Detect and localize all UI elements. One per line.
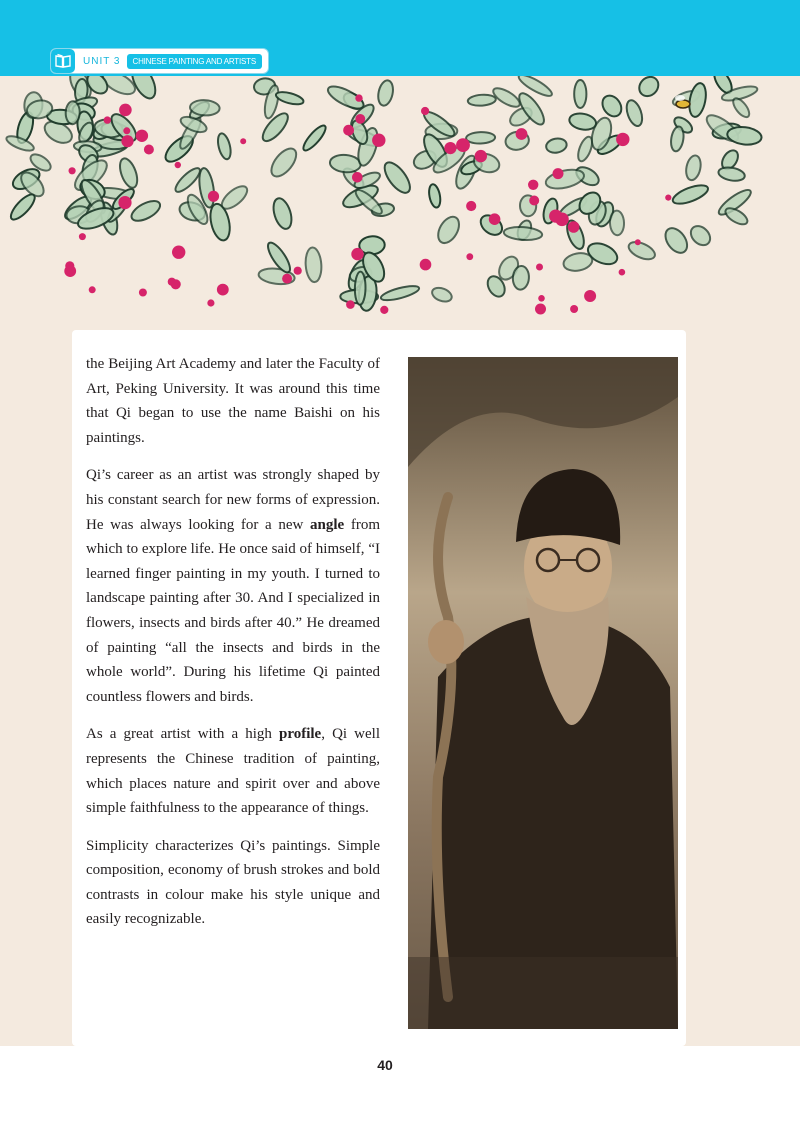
paragraph-1: the Beijing Art Academy and later the Faculty of Art, Peking University. It was around this time that Qi began to use the name Baishi on his paintings. xyxy=(86,356,380,446)
flower-painting-illustration xyxy=(0,76,800,346)
unit-tab xyxy=(50,48,269,74)
unit-label: UNIT 3 xyxy=(83,55,121,67)
keyword-profile: profile xyxy=(279,726,322,743)
keyword-angle: angle xyxy=(310,516,345,533)
article-text xyxy=(86,352,380,945)
paragraph-3: As a great artist with a high profile, Qi well represents the Chinese tradition of painting, which places nature and spirit over and above simple faithfulness to the appearance of things. xyxy=(86,726,380,817)
page-number: 40 xyxy=(377,1057,393,1073)
open-book-icon xyxy=(51,49,75,73)
portrait-photo xyxy=(408,357,678,1029)
unit-title: CHINESE PAINTING AND ARTISTS xyxy=(127,54,262,69)
paragraph-2: Qi’s career as an artist was strongly shaped by his constant search for new forms of expression. He was always looking for a new angle from which to explore life. He once said of himself, “I learned finger painting in my youth. I turned to landscape painting after 30. And I specialized in flowers, insects and birds after 40.” He dreamed of painting “all the insects and birds in the whole world”. During his lifetime Qi painted countless flowers and birds. xyxy=(86,467,380,705)
paragraph-4: Simplicity characterizes Qi’s paintings. Simple composition, economy of brush strokes and bold contrasts in colour make his style unique and easily recognizable. xyxy=(86,837,380,928)
